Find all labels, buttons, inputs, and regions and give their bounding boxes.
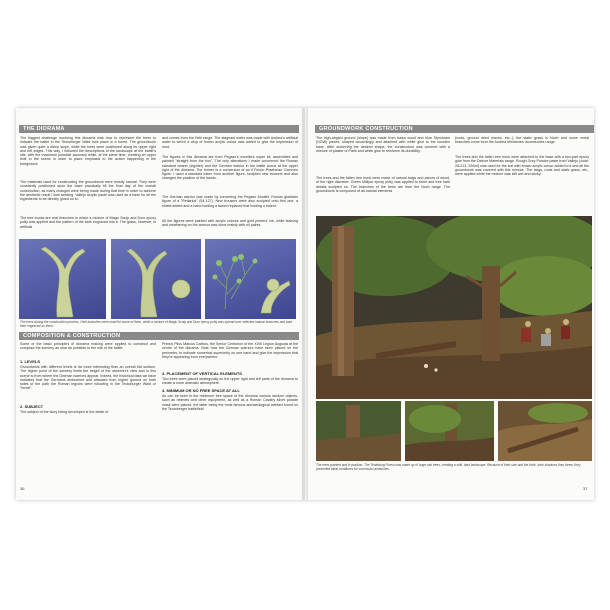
diorama-scene-illustration (316, 216, 592, 399)
section-header-groundwork: GROUNDWORK CONSTRUCTION (315, 125, 594, 133)
tree-construction-photo-1 (19, 239, 106, 319)
groundwork-col2-para1: (roots, ground dried leaves, etc..); the static grass is Noch and some metal branches come from the Andrea Miniatures' accessories range. (455, 136, 589, 145)
groundwork-col1-para2: The trees and the fallen tree trunk were made of natural twigs and pieces of wood, of the right diameter. Green Milliput epoxy putty was applied to them and tree bark details sculpted on. The branches of the trees are from the Noch range. The groundwork is composed of all-natural elements (316, 176, 450, 193)
construction-photos-caption: The trees during the construction process. Heki branches were used for some of them, while a mixture of Magic Sculp and Duro epoxy putty was spread over selected natural branches and bark then engraved on them. (20, 320, 293, 328)
detail-3-illustration (498, 401, 592, 461)
tree-construction-photo-3 (205, 239, 296, 319)
putty-tree-with-ball-illustration (111, 239, 201, 319)
left-page (16, 108, 305, 500)
detail-1-illustration (316, 401, 401, 461)
diorama-col1-para2: The materials used for constructing the groundwork were mostly natural. They were constantly positioned upon the base practically till the final day of the overall construction, as many changes were being made during that time in order to achieve the aesthetic result I was seeking. Vallejo acrylic paste was used as a base for all the ingredients to be directly glued on to. (20, 180, 156, 202)
vertical-elements-heading: 3. PLACEMENT OF VERTICAL ELEMENTS (162, 371, 242, 376)
diorama-detail-photo-2 (405, 401, 494, 461)
tree-construction-photo-2 (111, 239, 201, 319)
groundwork-col1-para1: The high-angled ground (slope) was made from balsa wood and blue Styrofoam (DOW) pieces, shaped accordingly and attached with white glue to the wooden base. After achieving the desired shape, the construction was covered with a mixture of plaster of Paris and white glue to reinforce its durability. (316, 136, 450, 153)
levels-heading: 1. LEVELS (20, 359, 41, 364)
detail-2-illustration (405, 401, 494, 461)
page-number-right: 37 (583, 486, 588, 491)
diorama-detail-photo-1 (316, 401, 401, 461)
diorama-col2-para4: All the figures were painted with acrylic colours and gold printers' ink, while staining and weathering on the armour was done mainly with oil paints. (162, 219, 298, 228)
free-space-heading: 4. MINIMUM OR NO FREE SPACE AT ALL (162, 388, 240, 393)
subject-heading: 2. SUBJECT (20, 404, 44, 409)
diorama-col2-para1: and comes from the Heki range. The stagnant water was made with Andrea's artificial water to which a drop of brown acrylic colour was added to give the impression of mud. (162, 136, 298, 149)
diorama-col2-para2: The figures in this diorama are from Pegaso's excellent super kit, assembled and painted "straight from the box". The only alterations I made concerned the Roman standard bearer (signifer) and the German warrior in the battle scene at the upper right of the diorama. The former is a conversion of an Il Feudo Praetorian Cornicen figure. I used a standard token from another figure, sculpted new trousers and also changed the position of the hands. (162, 155, 298, 181)
levels-text: Groundwork with different levels is far more interesting than an overall flat surface. The higher point of the scenery limits the height of the observer's view and in this scene is from where the German warriors appear. Indeed, the historical data we have indicates that the Germans ambushed and attacked from higher ground on both sides of the path the Roman legions were following in the Teutoburger Wald or "forest". (20, 365, 156, 391)
diorama-col2-para3: The German warrior was made by converting the Pegaso Models' Roman gladiator figure of a "Retiarius" (54-127). New trousers were also sculpted onto this one, a shield added and a hand holding a sword replaced that holding a trident. (162, 195, 298, 208)
branches-and-trunk-illustration (205, 239, 296, 319)
free-space-text: As can be seen in the minimum free space of the diorama various random objects, such as helmets and other equipment, as well as a Roman Cavalry silver parade mask were placed, the latter being the most famous archaeological artefact found on the Teutoberger battlefield. (162, 394, 298, 411)
section-header-composition: COMPOSITION & CONSTRUCTION (19, 332, 299, 340)
composition-intro: Some of the basic principles of diorama making were applied to construct and compose the scenery as near as possible to the site of the battle. (20, 342, 156, 351)
diorama-main-photo (316, 216, 592, 399)
diorama-col1-para1: The biggest challenge involving this diorama was how to represent the trees to indicate the battle in the Teutoburger Wald took place in a forest. The groundwork was given quite a steep slope, while the trees were positioned along its upper right and left edges. This way, I followed the descriptions of the landscape at the battle's site, with the maximum possible accuracy while, at the same time, creating an upper limit to the scene in order to place emphasis to the action happening in the foreground. (20, 136, 156, 166)
diorama-photos-caption: The trees painted and in position. The Teutoburg Forest was made up of huge oak trees, creating a wild, dark landscape. Because of their size and the thick, dark shadows they threw, they presented ideal conditions for successful ambushes. (316, 463, 581, 471)
right-page (305, 108, 594, 500)
diorama-detail-photo-3 (498, 401, 592, 461)
book-gutter (302, 108, 308, 500)
vertical-elements-text: Two trees were placed strategically on the upper right and left parts of the diorama to create a more dramatic atmosphere. (162, 377, 298, 386)
subject-text: The subject of the story being developed is the death of (20, 410, 109, 414)
putty-tree-trunk-illustration (19, 239, 106, 319)
section-header-the-diorama: THE DIORAMA (19, 125, 299, 133)
groundwork-col2-para2: The trees and the fallen tree trunk were attached to the base with a two-part epoxy glue from the Deluxe Materials range. Rough Grey Pumice paste from Vallejo (code: 26-213, 200ml) was used for the soil with brown acrylic colour added to it and all the groundwork was covered with this mixture. The twigs, roots and static grass, etc., were applied while the mixture was still wet and sticky. (455, 155, 589, 177)
diorama-col1-para3: The tree trunks are real branches to which a mixture of Magic Sculp and Duro epoxy putty was applied and the pattern of the bark engraved into it. The grass, however, is artificial (20, 216, 156, 229)
composition-col2-para1: Primus Pilus Marcus Caelius, the Senior Centurion of the XVIII Legion Augusta at the centre of the diorama. Note how the German warriors have been placed on the perimeter, to indicate numerical superiority on one hand and give the impression that they're appearing from everywhere. (162, 342, 298, 359)
page-number-left: 36 (20, 486, 25, 491)
